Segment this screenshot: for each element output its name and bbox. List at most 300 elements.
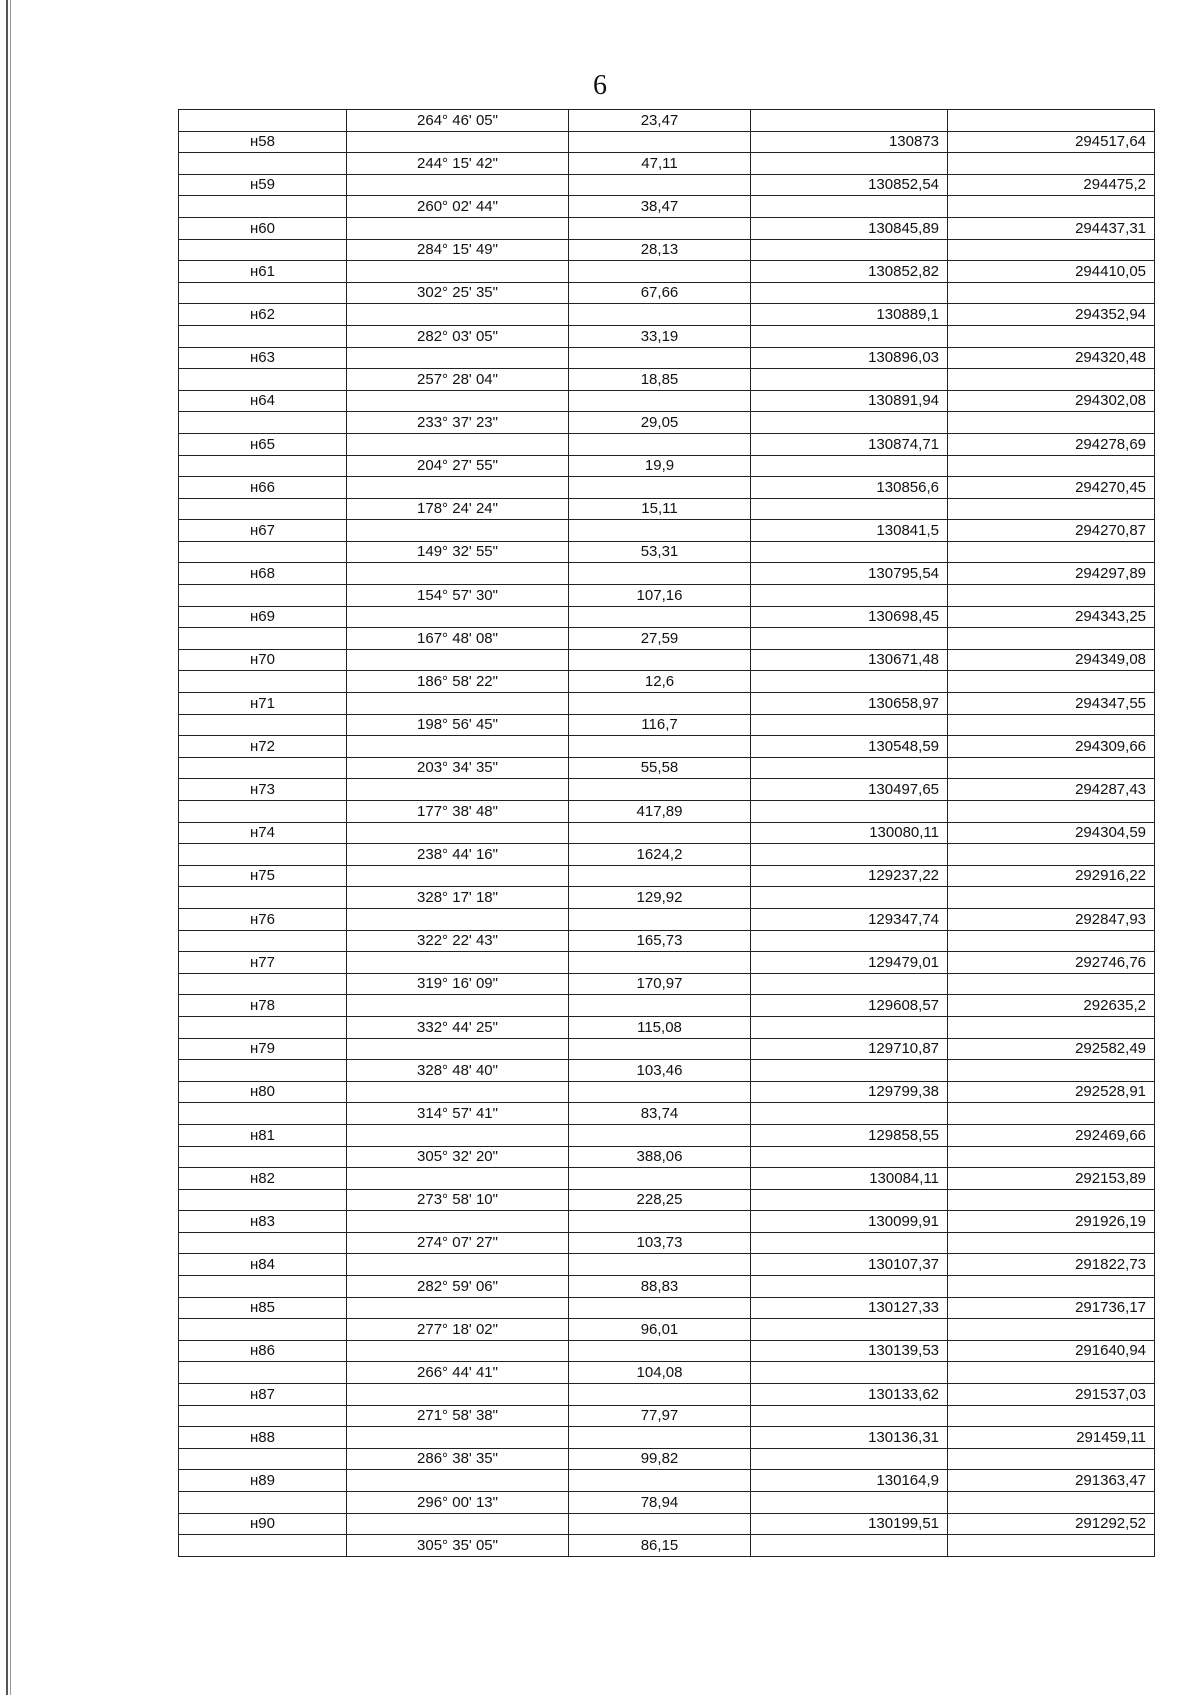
edge-row [179, 628, 1155, 650]
direction-angle-cell [347, 1384, 569, 1406]
edge-row [179, 541, 1155, 563]
point-row [179, 1340, 1155, 1362]
direction-angle-cell [347, 1297, 569, 1319]
direction-angle-cell: 282° 03' 05" [347, 325, 569, 347]
coordinate-x-cell: 130084,11 [751, 1168, 948, 1190]
coordinate-y-cell [948, 671, 1155, 693]
coordinate-x-cell [751, 541, 948, 563]
point-name-cell [179, 585, 347, 607]
point-name-cell: н60 [179, 217, 347, 239]
direction-angle-cell [347, 736, 569, 758]
coordinate-x-cell: 130548,59 [751, 736, 948, 758]
distance-cell [569, 606, 751, 628]
edge-row [179, 1535, 1155, 1557]
point-name-cell: н88 [179, 1427, 347, 1449]
coordinate-x-cell [751, 757, 948, 779]
coordinate-x-cell: 129237,22 [751, 865, 948, 887]
direction-angle-cell [347, 174, 569, 196]
coordinate-y-cell: 291736,17 [948, 1297, 1155, 1319]
coordinate-y-cell: 294278,69 [948, 433, 1155, 455]
coordinate-y-cell: 291363,47 [948, 1470, 1155, 1492]
coordinate-x-cell [751, 498, 948, 520]
coordinate-x-cell [751, 1535, 948, 1557]
distance-cell: 388,06 [569, 1146, 751, 1168]
direction-angle-cell [347, 822, 569, 844]
distance-cell [569, 995, 751, 1017]
distance-cell [569, 1470, 751, 1492]
point-name-cell: н59 [179, 174, 347, 196]
coordinate-x-cell [751, 844, 948, 866]
point-name-cell [179, 757, 347, 779]
point-name-cell [179, 1016, 347, 1038]
direction-angle-cell [347, 649, 569, 671]
coordinate-x-cell [751, 887, 948, 909]
point-name-cell: н66 [179, 477, 347, 499]
distance-cell [569, 563, 751, 585]
direction-angle-cell: 305° 35' 05" [347, 1535, 569, 1557]
coordinate-x-cell [751, 1448, 948, 1470]
point-row [179, 131, 1155, 153]
coordinate-x-cell: 129347,74 [751, 908, 948, 930]
binding-edge-line [6, 0, 8, 1695]
point-row [179, 1297, 1155, 1319]
point-name-cell [179, 498, 347, 520]
direction-angle-cell: 274° 07' 27" [347, 1232, 569, 1254]
coordinate-y-cell: 294270,45 [948, 477, 1155, 499]
point-name-cell [179, 1189, 347, 1211]
distance-cell [569, 952, 751, 974]
coordinate-y-cell [948, 1535, 1155, 1557]
distance-cell [569, 822, 751, 844]
direction-angle-cell: 264° 46' 05" [347, 110, 569, 132]
distance-cell: 38,47 [569, 196, 751, 218]
point-name-cell [179, 801, 347, 823]
coordinate-x-cell: 129479,01 [751, 952, 948, 974]
coordinate-x-cell: 129799,38 [751, 1081, 948, 1103]
distance-cell [569, 304, 751, 326]
coordinate-x-cell [751, 110, 948, 132]
point-row [179, 1513, 1155, 1535]
coordinate-y-cell: 292528,91 [948, 1081, 1155, 1103]
direction-angle-cell: 302° 25' 35" [347, 282, 569, 304]
distance-cell [569, 1254, 751, 1276]
edge-row [179, 1103, 1155, 1125]
point-row [179, 822, 1155, 844]
coordinate-x-cell: 130164,9 [751, 1470, 948, 1492]
point-name-cell [179, 1535, 347, 1557]
direction-angle-cell: 305° 32' 20" [347, 1146, 569, 1168]
distance-cell [569, 433, 751, 455]
distance-cell [569, 1168, 751, 1190]
point-name-cell [179, 541, 347, 563]
coordinate-x-cell [751, 1362, 948, 1384]
coordinate-y-cell: 294352,94 [948, 304, 1155, 326]
point-row [179, 304, 1155, 326]
coordinate-y-cell [948, 239, 1155, 261]
point-row [179, 693, 1155, 715]
coordinate-y-cell [948, 412, 1155, 434]
edge-row [179, 412, 1155, 434]
edge-row [179, 1189, 1155, 1211]
direction-angle-cell: 233° 37' 23" [347, 412, 569, 434]
coordinate-x-cell: 130698,45 [751, 606, 948, 628]
edge-row [179, 1146, 1155, 1168]
distance-cell: 28,13 [569, 239, 751, 261]
distance-cell: 170,97 [569, 973, 751, 995]
coordinate-x-cell [751, 1189, 948, 1211]
distance-cell [569, 1297, 751, 1319]
coordinate-x-cell: 130845,89 [751, 217, 948, 239]
coordinate-x-cell: 130852,82 [751, 261, 948, 283]
distance-cell: 1624,2 [569, 844, 751, 866]
coordinate-x-cell [751, 1405, 948, 1427]
coordinate-y-cell [948, 541, 1155, 563]
edge-row [179, 325, 1155, 347]
coordinate-y-cell [948, 801, 1155, 823]
coordinate-x-cell: 130107,37 [751, 1254, 948, 1276]
distance-cell: 67,66 [569, 282, 751, 304]
coordinate-x-cell [751, 1060, 948, 1082]
edge-row [179, 1319, 1155, 1341]
edge-row [179, 455, 1155, 477]
direction-angle-cell [347, 390, 569, 412]
distance-cell [569, 1211, 751, 1233]
direction-angle-cell: 149° 32' 55" [347, 541, 569, 563]
distance-cell: 29,05 [569, 412, 751, 434]
distance-cell: 417,89 [569, 801, 751, 823]
coordinate-y-cell: 292582,49 [948, 1038, 1155, 1060]
distance-cell [569, 649, 751, 671]
point-name-cell: н89 [179, 1470, 347, 1492]
direction-angle-cell: 244° 15' 42" [347, 153, 569, 175]
distance-cell: 47,11 [569, 153, 751, 175]
point-name-cell: н79 [179, 1038, 347, 1060]
coordinate-x-cell [751, 671, 948, 693]
distance-cell: 19,9 [569, 455, 751, 477]
point-name-cell [179, 196, 347, 218]
point-name-cell: н64 [179, 390, 347, 412]
distance-cell [569, 1340, 751, 1362]
coordinate-x-cell: 130856,6 [751, 477, 948, 499]
point-name-cell: н80 [179, 1081, 347, 1103]
direction-angle-cell [347, 347, 569, 369]
point-row [179, 606, 1155, 628]
coordinate-x-cell: 130671,48 [751, 649, 948, 671]
direction-angle-cell: 198° 56' 45" [347, 714, 569, 736]
edge-row [179, 239, 1155, 261]
point-name-cell [179, 455, 347, 477]
point-name-cell [179, 1276, 347, 1298]
coordinate-y-cell [948, 757, 1155, 779]
point-row [179, 736, 1155, 758]
distance-cell [569, 693, 751, 715]
point-name-cell [179, 844, 347, 866]
distance-cell: 55,58 [569, 757, 751, 779]
point-name-cell: н82 [179, 1168, 347, 1190]
coordinate-y-cell [948, 930, 1155, 952]
coordinate-x-cell [751, 455, 948, 477]
point-name-cell: н83 [179, 1211, 347, 1233]
coordinate-y-cell [948, 1146, 1155, 1168]
point-row [179, 217, 1155, 239]
point-name-cell [179, 1405, 347, 1427]
coordinate-x-cell: 130889,1 [751, 304, 948, 326]
coordinate-x-cell: 129710,87 [751, 1038, 948, 1060]
edge-row [179, 1232, 1155, 1254]
point-row [179, 1470, 1155, 1492]
direction-angle-cell [347, 908, 569, 930]
direction-angle-cell [347, 995, 569, 1017]
coordinate-y-cell: 291537,03 [948, 1384, 1155, 1406]
distance-cell: 116,7 [569, 714, 751, 736]
coordinate-x-cell [751, 585, 948, 607]
direction-angle-cell: 273° 58' 10" [347, 1189, 569, 1211]
edge-row [179, 110, 1155, 132]
coordinate-x-cell [751, 930, 948, 952]
point-name-cell: н71 [179, 693, 347, 715]
coordinate-y-cell [948, 325, 1155, 347]
direction-angle-cell: 257° 28' 04" [347, 369, 569, 391]
point-row [179, 952, 1155, 974]
direction-angle-cell: 177° 38' 48" [347, 801, 569, 823]
direction-angle-cell: 328° 48' 40" [347, 1060, 569, 1082]
direction-angle-cell: 203° 34' 35" [347, 757, 569, 779]
point-row [179, 347, 1155, 369]
distance-cell [569, 865, 751, 887]
distance-cell: 33,19 [569, 325, 751, 347]
coordinate-y-cell: 291640,94 [948, 1340, 1155, 1362]
distance-cell [569, 908, 751, 930]
coordinate-x-cell: 130133,62 [751, 1384, 948, 1406]
edge-row [179, 801, 1155, 823]
coordinate-x-cell: 130658,97 [751, 693, 948, 715]
edge-row [179, 714, 1155, 736]
distance-cell: 18,85 [569, 369, 751, 391]
direction-angle-cell [347, 477, 569, 499]
point-name-cell [179, 1060, 347, 1082]
point-row [179, 1124, 1155, 1146]
direction-angle-cell [347, 1211, 569, 1233]
point-row [179, 390, 1155, 412]
edge-row [179, 1060, 1155, 1082]
point-name-cell: н63 [179, 347, 347, 369]
distance-cell: 107,16 [569, 585, 751, 607]
direction-angle-cell [347, 1513, 569, 1535]
direction-angle-cell [347, 1427, 569, 1449]
coordinate-x-cell: 130099,91 [751, 1211, 948, 1233]
point-name-cell: н65 [179, 433, 347, 455]
point-row [179, 1384, 1155, 1406]
coordinate-x-cell: 130891,94 [751, 390, 948, 412]
coordinate-x-cell [751, 1016, 948, 1038]
distance-cell: 104,08 [569, 1362, 751, 1384]
point-row [179, 995, 1155, 1017]
coordinate-y-cell: 292469,66 [948, 1124, 1155, 1146]
direction-angle-cell: 178° 24' 24" [347, 498, 569, 520]
coordinate-x-cell [751, 628, 948, 650]
coordinate-x-cell [751, 196, 948, 218]
direction-angle-cell [347, 1168, 569, 1190]
coordinate-x-cell [751, 1276, 948, 1298]
coordinate-x-cell: 130873 [751, 131, 948, 153]
coordinate-y-cell [948, 153, 1155, 175]
coordinate-y-cell [948, 1492, 1155, 1514]
coordinate-y-cell: 294309,66 [948, 736, 1155, 758]
coordinate-y-cell [948, 455, 1155, 477]
coordinate-x-cell [751, 153, 948, 175]
direction-angle-cell: 260° 02' 44" [347, 196, 569, 218]
distance-cell: 103,46 [569, 1060, 751, 1082]
distance-cell: 12,6 [569, 671, 751, 693]
edge-row [179, 1492, 1155, 1514]
point-name-cell: н74 [179, 822, 347, 844]
distance-cell [569, 779, 751, 801]
coordinate-y-cell [948, 110, 1155, 132]
distance-cell [569, 1081, 751, 1103]
distance-cell [569, 1124, 751, 1146]
point-name-cell: н58 [179, 131, 347, 153]
distance-cell: 88,83 [569, 1276, 751, 1298]
point-row [179, 174, 1155, 196]
distance-cell: 23,47 [569, 110, 751, 132]
coordinate-y-cell [948, 714, 1155, 736]
coordinate-y-cell: 291822,73 [948, 1254, 1155, 1276]
point-name-cell [179, 973, 347, 995]
coordinate-x-cell: 130896,03 [751, 347, 948, 369]
coordinate-y-cell [948, 1276, 1155, 1298]
direction-angle-cell [347, 693, 569, 715]
coordinate-y-cell [948, 1405, 1155, 1427]
coordinate-y-cell: 294349,08 [948, 649, 1155, 671]
coordinate-y-cell [948, 1319, 1155, 1341]
edge-row [179, 1276, 1155, 1298]
coordinate-y-cell: 291459,11 [948, 1427, 1155, 1449]
distance-cell: 115,08 [569, 1016, 751, 1038]
direction-angle-cell: 238° 44' 16" [347, 844, 569, 866]
point-row [179, 520, 1155, 542]
point-name-cell [179, 628, 347, 650]
direction-angle-cell: 328° 17' 18" [347, 887, 569, 909]
point-name-cell: н90 [179, 1513, 347, 1535]
direction-angle-cell [347, 1038, 569, 1060]
coordinate-y-cell [948, 585, 1155, 607]
point-row [179, 865, 1155, 887]
coordinate-x-cell: 130199,51 [751, 1513, 948, 1535]
point-row [179, 1168, 1155, 1190]
coordinate-y-cell [948, 1103, 1155, 1125]
coordinate-y-cell: 294437,31 [948, 217, 1155, 239]
direction-angle-cell [347, 217, 569, 239]
direction-angle-cell [347, 779, 569, 801]
point-name-cell [179, 110, 347, 132]
distance-cell: 15,11 [569, 498, 751, 520]
point-name-cell [179, 282, 347, 304]
distance-cell [569, 217, 751, 239]
point-name-cell [179, 412, 347, 434]
coordinate-x-cell [751, 1492, 948, 1514]
point-name-cell [179, 1146, 347, 1168]
edge-row [179, 1448, 1155, 1470]
coordinate-x-cell [751, 325, 948, 347]
direction-angle-cell: 154° 57' 30" [347, 585, 569, 607]
distance-cell [569, 520, 751, 542]
distance-cell [569, 1427, 751, 1449]
direction-angle-cell [347, 1470, 569, 1492]
coordinate-y-cell: 294343,25 [948, 606, 1155, 628]
coordinate-y-cell: 294304,59 [948, 822, 1155, 844]
point-row [179, 1211, 1155, 1233]
point-name-cell: н61 [179, 261, 347, 283]
coordinate-y-cell [948, 282, 1155, 304]
point-name-cell: н85 [179, 1297, 347, 1319]
coordinate-x-cell [751, 1319, 948, 1341]
edge-row [179, 1016, 1155, 1038]
coordinate-y-cell [948, 369, 1155, 391]
edge-row [179, 196, 1155, 218]
point-row [179, 908, 1155, 930]
coordinate-x-cell [751, 282, 948, 304]
distance-cell: 99,82 [569, 1448, 751, 1470]
edge-row [179, 498, 1155, 520]
direction-angle-cell [347, 952, 569, 974]
edge-row [179, 757, 1155, 779]
point-row [179, 1427, 1155, 1449]
coordinate-y-cell [948, 844, 1155, 866]
point-row [179, 433, 1155, 455]
point-name-cell [179, 1319, 347, 1341]
coordinate-y-cell: 294410,05 [948, 261, 1155, 283]
coordinate-y-cell: 292635,2 [948, 995, 1155, 1017]
point-name-cell [179, 930, 347, 952]
edge-row [179, 844, 1155, 866]
point-name-cell [179, 1103, 347, 1125]
point-name-cell [179, 714, 347, 736]
distance-cell: 27,59 [569, 628, 751, 650]
direction-angle-cell: 277° 18' 02" [347, 1319, 569, 1341]
coordinate-y-cell: 292153,89 [948, 1168, 1155, 1190]
distance-cell: 228,25 [569, 1189, 751, 1211]
coordinate-x-cell [751, 1232, 948, 1254]
direction-angle-cell: 266° 44' 41" [347, 1362, 569, 1384]
point-name-cell [179, 1232, 347, 1254]
distance-cell [569, 736, 751, 758]
point-name-cell: н86 [179, 1340, 347, 1362]
distance-cell [569, 261, 751, 283]
point-name-cell: н84 [179, 1254, 347, 1276]
distance-cell: 96,01 [569, 1319, 751, 1341]
distance-cell: 165,73 [569, 930, 751, 952]
coordinate-x-cell [751, 714, 948, 736]
binding-edge-line-inner [10, 0, 11, 1695]
coordinate-y-cell [948, 1016, 1155, 1038]
direction-angle-cell: 284° 15' 49" [347, 239, 569, 261]
coordinate-y-cell [948, 973, 1155, 995]
point-row [179, 779, 1155, 801]
distance-cell [569, 174, 751, 196]
point-name-cell [179, 671, 347, 693]
point-name-cell [179, 1362, 347, 1384]
coordinate-y-cell [948, 1060, 1155, 1082]
direction-angle-cell [347, 304, 569, 326]
distance-cell: 83,74 [569, 1103, 751, 1125]
point-row [179, 477, 1155, 499]
point-name-cell [179, 325, 347, 347]
point-name-cell: н72 [179, 736, 347, 758]
distance-cell: 129,92 [569, 887, 751, 909]
coordinate-x-cell [751, 1146, 948, 1168]
coordinate-x-cell [751, 239, 948, 261]
edge-row [179, 282, 1155, 304]
